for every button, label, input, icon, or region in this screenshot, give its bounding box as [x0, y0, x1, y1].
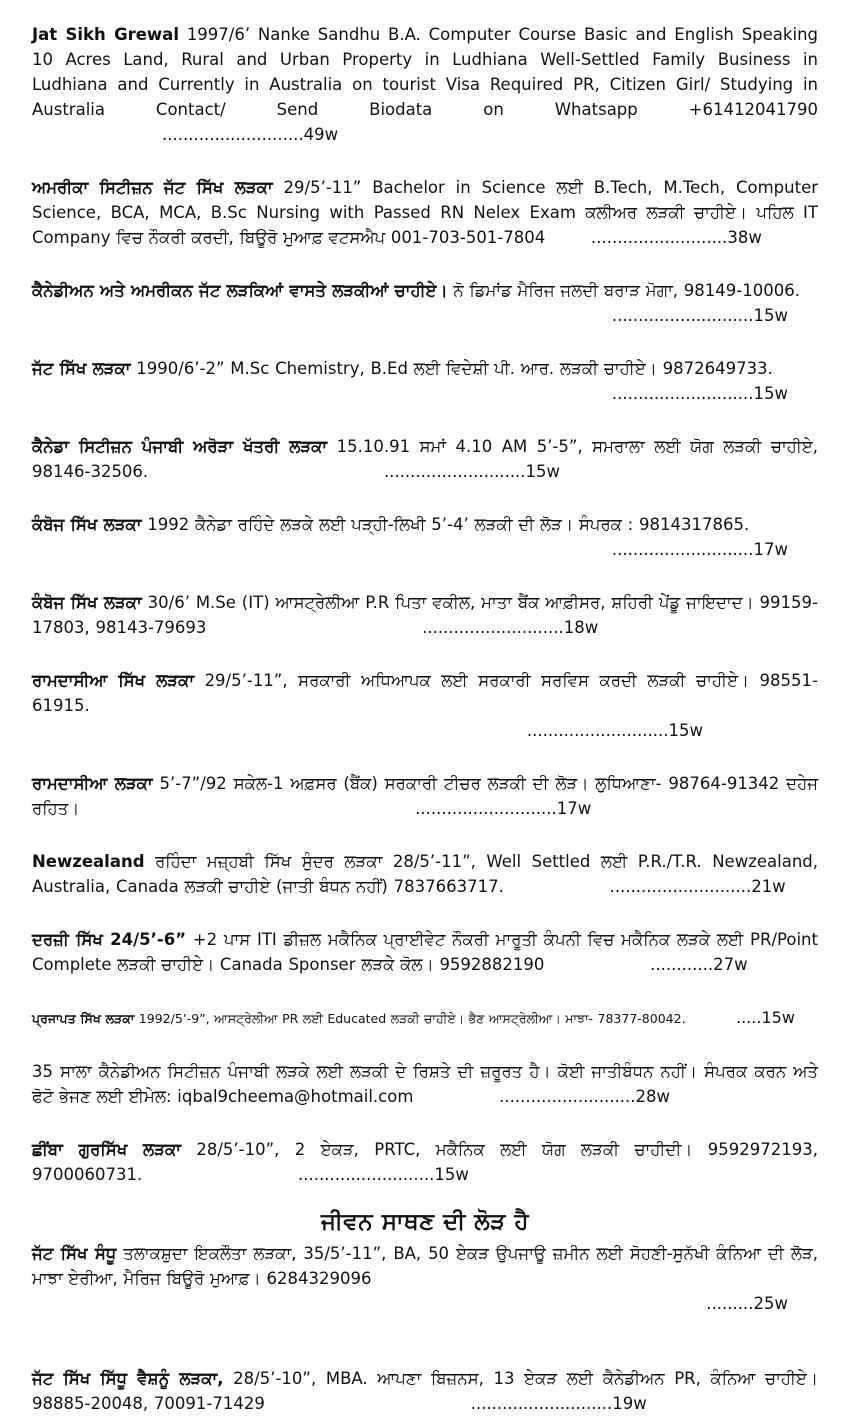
- word-count: ............27w: [650, 955, 748, 974]
- ad-text: 1997/6’ Nanke Sandhu B.A. Computer Course Basic and English Speaking 10 Acres Land, Rural and Urban Property in Ludhiana Well-Settled Family Business in Ludhiana and Currently in Australia on tourist Visa Required PR, Citizen Girl/ Studying in Australia Contact/ Send Biodata on Whatsapp +61412041790: [32, 25, 818, 119]
- ad-heading: ਪ੍ਰਜਾਪਤ ਸਿੱਖ ਲੜਕਾ: [32, 1011, 135, 1026]
- ad-sidhu-vaishnu: [32, 1366, 818, 1416]
- word-count: ..........................38w: [591, 228, 762, 247]
- ad-kamboj-australia: [32, 590, 818, 640]
- ad-heading: Jat Sikh Grewal: [32, 25, 179, 44]
- ad-text: ਨੋ ਡਿਮਾਂਡ ਮੈਰਿਜ ਜਲਦੀ ਬਰਾੜ ਮੋਗਾ, 98149-10006.: [453, 281, 800, 300]
- ad-heading: ਕੰਬੋਜ ਸਿੱਖ ਲੜਕਾ: [32, 593, 142, 612]
- ad-text: 28/5’-10”, 2 ਏਕੜ, PRTC, ਮਕੈਨਿਕ ਲਈ ਯੋਗ ਲੜਕੀ ਚਾਹੀਦੀ। 9592972193, 9700060731.: [32, 1140, 819, 1184]
- ad-prajapat-sikh: [32, 1005, 818, 1031]
- ad-text: 29/5’-11” Bachelor in Science ਲਈ B.Tech, M.Tech, Computer Science, BCA, MCA, B.Sc Nursing with Passed RN Nelex Exam ਕਲੀਅਰ ਲੜਕੀ ਚਾਹੀਏ। ਪਹਿਲ IT Company ਵਿਚ ਨੌਕਰੀ ਕਰਦੀ, ਬਿਊਰੋ ਮੁਆਫ਼ ਵਟਸਐਪ 001-703-501-7804: [32, 178, 819, 247]
- ad-text: 35 ਸਾਲਾ ਕੈਨੇਡੀਅਨ ਸਿਟੀਜ਼ਨ ਪੰਜਾਬੀ ਲੜਕੇ ਲਈ ਲੜਕੀ ਦੇ ਰਿਸ਼ਤੇ ਦੀ ਜ਼ਰੂਰਤ ਹੈ। ਕੋਈ ਜਾਤੀਬੰਧਨ ਨਹੀਂ। ਸੰਪਰਕ ਕਰਨ ਅਤੇ ਫੋਟੋ ਭੇਜਣ ਲਈ ਈਮੇਲ: iqbal9cheema@hotmail.com: [32, 1062, 818, 1106]
- word-count: ...........................15w: [611, 384, 788, 403]
- ad-heading: ਦਰਜ਼ੀ ਸਿੱਖ 24/5’-6”: [32, 930, 187, 949]
- ad-text: 5’-7”/92 ਸਕੇਲ-1 ਅਫ਼ਸਰ (ਬੈਂਕ) ਸਰਕਾਰੀ ਟੀਚਰ ਲੜਕੀ ਦੀ ਲੋੜ। ਲੁਧਿਆਣਾ- 98764-91342 ਦਹੇਜ ਰਹਿਤ।: [32, 774, 818, 818]
- ad-text: 30/6’ M.Se (IT) ਆਸਟ੍ਰੇਲੀਆ P.R ਪਿਤਾ ਵਕੀਲ, ਮਾਤਾ ਬੈਂਕ ਆਫ਼ੀਸਰ, ਸ਼ਹਿਰੀ ਪੇਂਡੂ ਜਾਇਦਾਦ। 99159-17803, 98143-79693: [32, 593, 818, 637]
- ad-chhimba-gursikh: [32, 1137, 818, 1187]
- ad-kamboj-1992: [32, 512, 818, 562]
- ad-jat-sikh-1990: [32, 356, 818, 406]
- ad-america-citizen: [32, 175, 818, 250]
- ad-heading: Newzealand: [32, 852, 145, 871]
- ad-grewal: [32, 22, 818, 147]
- word-count: ...........................15w: [383, 462, 561, 481]
- ad-text: ਰਹਿੰਦਾ ਮਜ਼੍ਹਬੀ ਸਿੱਖ ਸੁੰਦਰ ਲੜਕਾ 28/5’-11”, Well Settled ਲਈ P.R./T.R. Newzealand, Australia, Canada ਲੜਕੀ ਚਾਹੀਏ (ਜਾਤੀ ਬੰਧਨ ਨਹੀਂ) 7837663717.: [32, 852, 818, 896]
- word-count: ...........................49w: [162, 125, 339, 144]
- word-count: ...........................18w: [422, 618, 599, 637]
- ad-newzealand: [32, 849, 818, 899]
- ad-heading: ਕੰਬੋਜ ਸਿੱਖ ਲੜਕਾ: [32, 515, 142, 534]
- word-count: ...........................17w: [611, 540, 788, 559]
- ad-heading: ਜੱਟ ਸਿੱਖ ਸੰਧੂ: [32, 1244, 117, 1263]
- ad-canada-arora: [32, 434, 818, 484]
- ad-canadian-citizen-35: [32, 1059, 818, 1109]
- ad-text: 29/5’-11”, ਸਰਕਾਰੀ ਅਧਿਆਪਕ ਲਈ ਸਰਕਾਰੀ ਸਰਵਿਸ ਕਰਦੀ ਲੜਕੀ ਚਾਹੀਏ। 98551-61915.: [32, 671, 819, 715]
- word-count: .........25w: [706, 1294, 788, 1313]
- ad-heading: ਰਾਮਦਾਸੀਆ ਸਿੱਖ ਲੜਕਾ: [32, 671, 195, 690]
- section-heading: ਜੀਵਨ ਸਾਥਣ ਦੀ ਲੋੜ ਹੈ: [320, 1209, 530, 1235]
- ad-text: ਤਲਾਕਸ਼ੁਦਾ ਇਕਲੌਤਾ ਲੜਕਾ, 35/5’-11”, BA, 50 ਏਕੜ ਉਪਜਾਊ ਜ਼ਮੀਨ ਲਈ ਸੋਹਣੀ-ਸੁਨੱਖੀ ਕੰਨਿਆ ਦੀ ਲੋੜ, ਮਾਝਾ ਏਰੀਆ, ਮੈਰਿਜ ਬਿਊਰੋ ਮੁਆਫ਼। 6284329096: [32, 1244, 818, 1288]
- ad-text: 28/5’-10”, MBA. ਆਪਣਾ ਬਿਜ਼ਨਸ, 13 ਏਕੜ ਲਈ ਕੈਨੇਡੀਅਨ PR, ਕੰਨਿਆ ਚਾਹੀਏ। 98885-20048, 70091-71429: [32, 1369, 818, 1413]
- ad-heading: ਕੈਨੇਡੀਅਨ ਅਤੇ ਅਮਰੀਕਨ ਜੱਟ ਲੜਕਿਆਂ ਵਾਸਤੇ ਲੜਕੀਆਂ ਚਾਹੀਏ।: [32, 281, 448, 300]
- ad-text: 15.10.91 ਸਮਾਂ 4.10 AM 5’-5”, ਸਮਰਾਲਾ ਲਈ ਯੋਗ ਲੜਕੀ ਚਾਹੀਏ, 98146-32506.: [32, 437, 818, 481]
- word-count: ...........................21w: [609, 877, 786, 896]
- ad-ramdasia-officer: [32, 771, 818, 821]
- ad-text: +2 ਪਾਸ ITI ਡੀਜ਼ਲ ਮਕੈਨਿਕ ਪ੍ਰਾਈਵੇਟ ਨੌਕਰੀ ਮਾਰੂਤੀ ਕੰਪਨੀ ਵਿਚ ਮਕੈਨਿਕ ਲੜਕੇ ਲਈ PR/Point Complete ਲੜਕੀ ਚਾਹੀਏ। Canada Sponser ਲੜਕੇ ਕੋਲ। 9592882190: [32, 930, 818, 974]
- ad-ramdasia-sikh: [32, 668, 818, 743]
- ad-heading: ਜੱਟ ਸਿੱਖ ਲੜਕਾ: [32, 359, 131, 378]
- ad-text: 1990/6’-2” M.Sc Chemistry, B.Ed ਲਈ ਵਿਦੇਸ਼ੀ ਪੀ. ਆਰ. ਲੜਕੀ ਚਾਹੀਏ। 9872649733.: [136, 359, 773, 378]
- word-count: ..........................15w: [297, 1165, 469, 1184]
- ad-heading: ਜੱਟ ਸਿੱਖ ਸਿੱਧੂ ਵੈਸ਼ਨੂੰ ਲੜਕਾ,: [32, 1369, 224, 1388]
- word-count: ...........................15w: [611, 306, 788, 325]
- ad-heading: ਛੀਂਬਾ ਗੁਰਸਿੱਖ ਲੜਕਾ: [32, 1140, 181, 1159]
- ad-text: 1992/5’-9”, ਆਸਟ੍ਰੇਲੀਆ PR ਲਈ Educated ਲੜਕੀ ਚਾਹੀਏ। ਭੈਣ ਆਸਟ੍ਰੇਲੀਆ। ਮਾਝਾ- 78377-80042.: [138, 1011, 686, 1026]
- ad-heading: ਅਮਰੀਕਾ ਸਿਟੀਜ਼ਨ ਜੱਟ ਸਿੱਖ ਲੜਕਾ: [32, 178, 273, 197]
- word-count: ..........................28w: [499, 1087, 671, 1106]
- word-count: ...........................15w: [526, 721, 703, 740]
- ad-heading: ਕੈਨੇਡਾ ਸਿਟੀਜ਼ਨ ਪੰਜਾਬੀ ਅਰੋੜਾ ਖੱਤਰੀ ਲੜਕਾ: [32, 437, 328, 456]
- ad-canadian-american: [32, 278, 818, 328]
- ad-heading: ਰਾਮਦਾਸੀਆ ਲੜਕਾ: [32, 774, 153, 793]
- word-count: .....15w: [736, 1008, 795, 1027]
- word-count: ...........................19w: [470, 1394, 647, 1413]
- ad-text: 1992 ਕੈਨੇਡਾ ਰਹਿੰਦੇ ਲੜਕੇ ਲਈ ਪੜ੍ਹੀ-ਲਿਖੀ 5’-4’ ਲੜਕੀ ਦੀ ਲੋੜ। ਸੰਪਰਕ : 9814317865.: [147, 515, 750, 534]
- word-count: ...........................17w: [415, 799, 592, 818]
- ad-darzi-sikh: [32, 927, 818, 977]
- ad-sandhu-divorced: [32, 1241, 818, 1316]
